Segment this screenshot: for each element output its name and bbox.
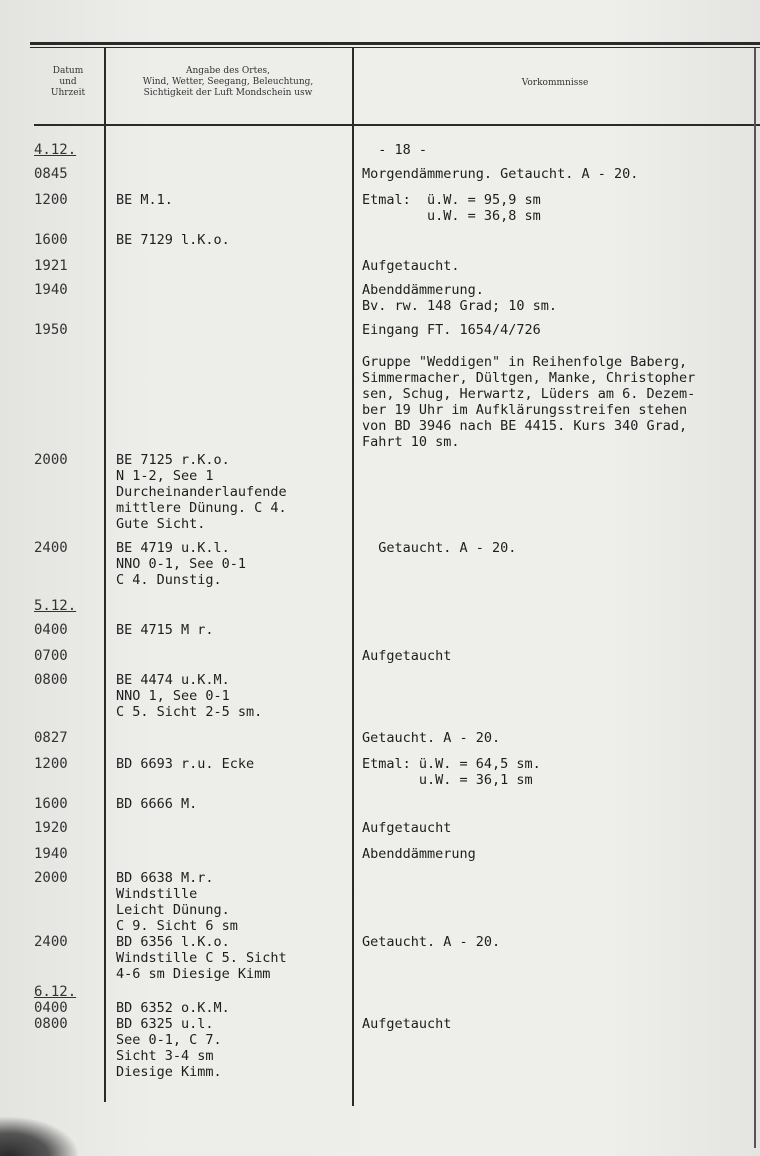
header-location-line: Sichtigkeit der Luft Mondschein usw [143, 88, 313, 98]
location-cell [116, 796, 352, 812]
time-cell: 1200 [34, 756, 68, 772]
event-line: Aufgetaucht [362, 1016, 452, 1032]
event-line: u.W. = 36,8 sm [362, 208, 541, 224]
time-cell: 2000 [34, 870, 68, 886]
event-cell [362, 846, 758, 862]
time-cell: 0800 [34, 1016, 68, 1032]
time-cell: 1940 [34, 282, 68, 298]
time-cell: 1600 [34, 796, 68, 812]
location-line: N 1-2, See 1 [116, 468, 214, 484]
location-cell [116, 540, 352, 588]
event-cell [362, 540, 758, 556]
time-cell: 0845 [34, 166, 68, 182]
event-line: Eingang FT. 1654/4/726 [362, 322, 541, 338]
location-line: BE 4719 u.K.l. [116, 540, 230, 556]
location-cell [116, 622, 352, 638]
location-line: C 5. Sicht 2-5 sm. [116, 704, 263, 720]
time-cell: 2400 [34, 934, 68, 950]
header-date-column [36, 66, 100, 99]
event-line: u.W. = 36,1 sm [362, 772, 533, 788]
event-line: Aufgetaucht [362, 820, 452, 836]
time-cell: 0827 [34, 730, 68, 746]
time-cell: 1600 [34, 232, 68, 248]
location-line: BD 6325 u.l. [116, 1016, 214, 1032]
event-cell [362, 192, 758, 224]
location-line: BD 6352 o.K.M. [116, 1000, 230, 1016]
page-corner-shadow [0, 1116, 80, 1156]
location-cell [116, 870, 352, 934]
time-cell: 1200 [34, 192, 68, 208]
time-cell: 1921 [34, 258, 68, 274]
location-line: BD 6356 l.K.o. [116, 934, 230, 950]
event-line [362, 338, 758, 354]
location-cell [116, 452, 352, 532]
location-line: Leicht Dünung. [116, 902, 230, 918]
event-line: Getaucht. A - 20. [362, 540, 517, 556]
event-line: Aufgetaucht [362, 648, 452, 664]
event-cell [362, 1016, 758, 1032]
location-line: BE 4715 M r. [116, 622, 214, 638]
location-cell [116, 756, 352, 772]
time-cell: 0400 [34, 622, 68, 638]
event-cell [362, 820, 758, 836]
time-cell: 1950 [34, 322, 68, 338]
event-line: Abenddämmerung. [362, 282, 484, 298]
header-location-line: Wind, Wetter, Seegang, Beleuchtung, [142, 77, 314, 87]
event-line: Simmermacher, Dültgen, Manke, Christopher [362, 370, 696, 386]
event-line: von BD 3946 nach BE 4415. Kurs 340 Grad, [362, 418, 688, 434]
date-cell: 6.12. [34, 984, 77, 1000]
location-line: mittlere Dünung. C 4. [116, 500, 287, 516]
event-line: ber 19 Uhr im Aufklärungsstreifen stehen [362, 402, 688, 418]
event-cell [362, 322, 758, 450]
location-cell [116, 232, 352, 248]
location-cell [116, 934, 352, 982]
time-cell: 1940 [34, 846, 68, 862]
event-cell [362, 166, 758, 182]
top-double-rule [30, 42, 760, 45]
event-line: Getaucht. A - 20. [362, 934, 501, 950]
event-cell [362, 142, 758, 158]
header-date-line: Datum [52, 66, 84, 76]
location-cell [116, 1000, 352, 1016]
event-line: sen, Schug, Herwartz, Lüders am 6. Dezem- [362, 386, 696, 402]
event-cell [362, 258, 758, 274]
location-line: BD 6666 M. [116, 796, 198, 812]
date-cell: 4.12. [34, 142, 77, 158]
location-line: Gute Sicht. [116, 516, 206, 532]
header-location-column [108, 66, 348, 99]
location-line: C 4. Dunstig. [116, 572, 222, 588]
header-bottom-rule [34, 124, 760, 126]
time-cell: 2400 [34, 540, 68, 556]
location-cell [116, 192, 352, 208]
location-line: BE M.1. [116, 192, 173, 208]
time-cell: 0400 [34, 1000, 68, 1016]
location-cell [116, 1016, 352, 1080]
event-line: Gruppe "Weddigen" in Reihenfolge Baberg, [362, 354, 688, 370]
header-events-column: Vorkommnisse [521, 78, 589, 88]
event-line: - 18 - [362, 142, 428, 158]
location-line: Sicht 3-4 sm [116, 1048, 214, 1064]
location-line: NNO 1, See 0-1 [116, 688, 230, 704]
event-line: Etmal: ü.W. = 64,5 sm. [362, 756, 541, 772]
event-line: Getaucht. A - 20. [362, 730, 501, 746]
col-divider-1 [104, 48, 106, 1102]
event-line: Etmal: ü.W. = 95,9 sm [362, 192, 541, 208]
event-line: Morgendämmerung. Getaucht. A - 20. [362, 166, 639, 182]
event-cell [362, 756, 758, 788]
date-cell: 5.12. [34, 598, 77, 614]
location-line: BE 7129 l.K.o. [116, 232, 230, 248]
header-location-line: Angabe des Ortes, [185, 66, 271, 76]
event-cell [362, 282, 758, 314]
event-line: Bv. rw. 148 Grad; 10 sm. [362, 298, 558, 314]
location-line: NNO 0-1, See 0-1 [116, 556, 247, 572]
header-date-line: Uhrzeit [50, 88, 86, 98]
col-divider-2 [352, 48, 354, 1106]
location-line: C 9. Sicht 6 sm [116, 918, 238, 934]
event-cell [362, 730, 758, 746]
time-cell: 1920 [34, 820, 68, 836]
time-cell: 2000 [34, 452, 68, 468]
location-line: Windstille [116, 886, 198, 902]
location-line: BE 4474 u.K.M. [116, 672, 230, 688]
location-line: Windstille C 5. Sicht [116, 950, 287, 966]
location-line: BD 6638 M.r. [116, 870, 214, 886]
time-cell: 0700 [34, 648, 68, 664]
location-line: See 0-1, C 7. [116, 1032, 222, 1048]
event-line: Fahrt 10 sm. [362, 434, 460, 450]
location-cell [116, 672, 352, 720]
location-line: BD 6693 r.u. Ecke [116, 756, 255, 772]
event-line: Abenddämmerung [362, 846, 476, 862]
time-cell: 0800 [34, 672, 68, 688]
location-line: BE 7125 r.K.o. [116, 452, 230, 468]
event-line: Aufgetaucht. [362, 258, 460, 274]
event-cell [362, 934, 758, 950]
location-line: 4-6 sm Diesige Kimm [116, 966, 271, 982]
top-double-rule-2 [30, 47, 760, 48]
header-date-line: und [59, 77, 77, 87]
location-line: Diesige Kimm. [116, 1064, 222, 1080]
event-cell [362, 648, 758, 664]
location-line: Durcheinanderlaufende [116, 484, 287, 500]
